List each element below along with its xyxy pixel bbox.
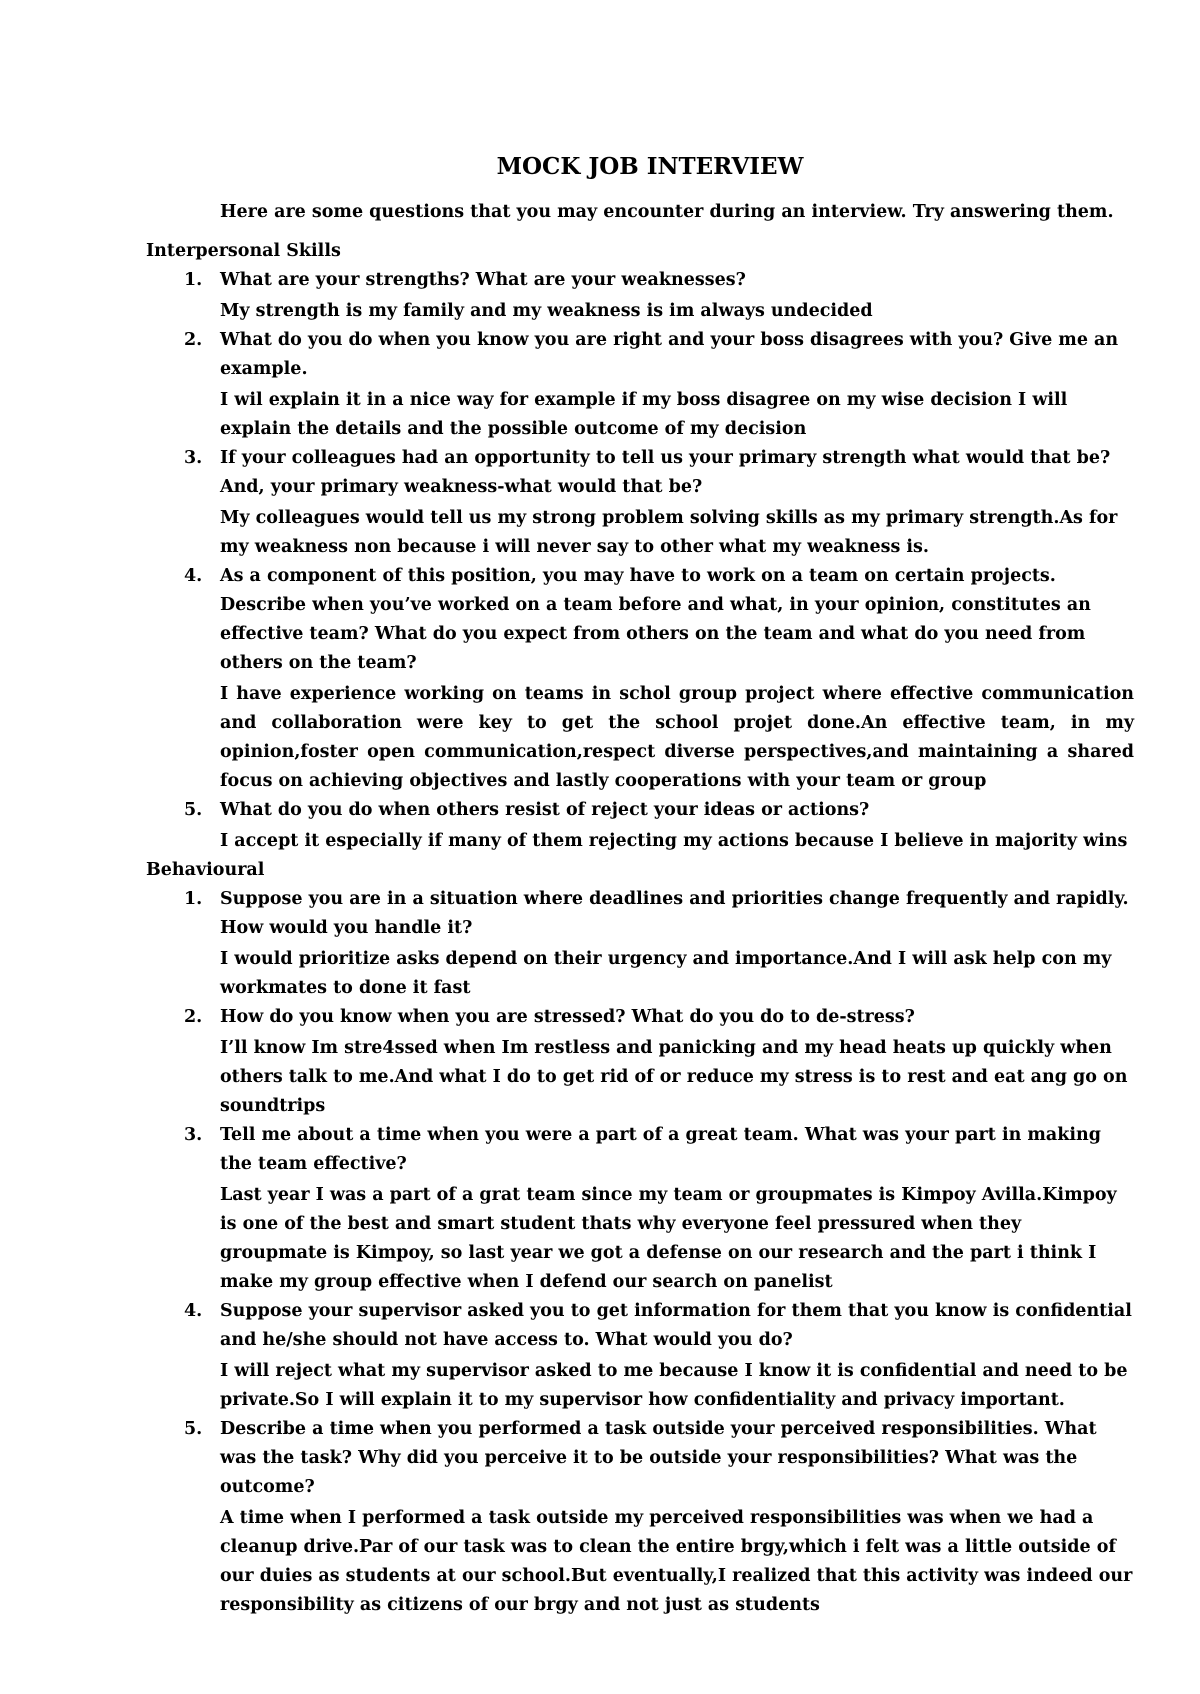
item-number: 2. (184, 330, 203, 350)
question-text: Suppose you are in a situation where deadlines and priorities change frequently and rapidly. How would you handle it? (220, 889, 1129, 938)
question-text: What do you do when others resist of reject your ideas or actions? (220, 800, 870, 820)
item-number: 1. (184, 270, 203, 290)
list-item (146, 326, 1134, 444)
answer-text: Last year I was a part of a grat team since my team or groupmates is Kimpoy Avilla.Kimpoy is one of the best and smart student thats why everyone feel pressured when they groupmate is Kimpoy, so last year we got a defense on our research and the part i think I make my group effective when I defend our search on panelist (220, 1185, 1117, 1292)
list-item (146, 562, 1134, 796)
list-item (146, 1121, 1134, 1297)
item-number: 4. (184, 566, 203, 586)
question-text: Describe a time when you performed a task outside your perceived responsibilities. What was the task? Why did you perceive it to be outside your responsibilities? What was the outcome? (220, 1419, 1097, 1497)
question-text: Tell me about a time when you were a part of a great team. What was your part in making the team effective? (220, 1125, 1102, 1174)
answer-text: I would prioritize asks depend on their urgency and importance.And I will ask help con my workmates to done it fast (220, 949, 1112, 998)
answer-text: A time when I performed a task outside my perceived responsibilities was when we had a cleanup drive.Par of our task was to clean the entire brgy,which i felt was a little outside of our duies as students at our school.But eventually,I realized that this activity was indeed our responsibility as citizens of our brgy and not just as students (220, 1508, 1133, 1615)
document-intro: Here are some questions that you may encounter during an interview. Try answering them. (220, 202, 1114, 222)
answer-text: I have experience working on teams in schol group project where effective communication and collaboration were key to get the school projet done.An effective team, in my opinion,foster open communication,respect diverse perspectives,and maintaining a shared focus on achieving objectives and lastly cooperations with your team or group (220, 684, 1134, 791)
qa-list (146, 266, 1134, 856)
list-item (146, 1415, 1134, 1620)
item-number: 2. (184, 1007, 203, 1027)
list-item (146, 266, 1134, 326)
list-item (146, 885, 1134, 1003)
question-text: Suppose your supervisor asked you to get information for them that you know is confidential and he/she should not have access to. What would you do? (220, 1301, 1132, 1350)
list-item (146, 444, 1134, 562)
list-item (146, 796, 1134, 856)
answer-text: I will reject what my supervisor asked to me because I know it is confidential and need to be private.So I will explain it to my supervisor how confidentiality and privacy important. (220, 1361, 1128, 1410)
question-text: What are your strengths? What are your weaknesses? (220, 270, 746, 290)
document-title: MOCK JOB INTERVIEW (496, 153, 804, 180)
item-number: 4. (184, 1301, 203, 1321)
section-heading: Behavioural (146, 860, 265, 880)
section-behavioural (146, 856, 1134, 1620)
answer-text: I’ll know Im stre4ssed when Im restless and panicking and my head heats up quickly when others talk to me.And what I do to get rid of or reduce my stress is to rest and eat ang go on soundtrips (220, 1038, 1128, 1116)
answer-text: My strength is my family and my weakness is im always undecided (220, 301, 873, 321)
question-text: How do you know when you are stressed? What do you do to de-stress? (220, 1007, 915, 1027)
item-number: 1. (184, 889, 203, 909)
list-item (146, 1297, 1134, 1415)
item-number: 5. (184, 1419, 203, 1439)
question-text: What do you do when you know you are right and your boss disagrees with you? Give me an example. (220, 330, 1119, 379)
answer-text: I wil explain it in a nice way for example if my boss disagree on my wise decision I will explain the details and the possible outcome of my decision (220, 390, 1068, 439)
question-text: As a component of this position, you may have to work on a team on certain projects. Describe when you’ve worked on a team before and what, in your opinion, constitutes an effective team? What do you expect from others on the team and what do you need from others on the team? (220, 566, 1091, 673)
item-number: 5. (184, 800, 203, 820)
answer-text: I accept it especially if many of them rejecting my actions because I believe in majority wins (220, 831, 1128, 851)
section-heading: Interpersonal Skills (146, 241, 341, 261)
answer-text: My colleagues would tell us my strong problem solving skills as my primary strength.As for my weakness non because i will never say to other what my weakness is. (220, 508, 1118, 557)
qa-list (146, 885, 1134, 1620)
question-text: If your colleagues had an opportunity to tell us your primary strength what would that be? And, your primary weakness-what would that be? (220, 448, 1111, 497)
item-number: 3. (184, 1125, 203, 1145)
section-interpersonal-skills (146, 237, 1134, 856)
item-number: 3. (184, 448, 203, 468)
list-item (146, 1003, 1134, 1121)
